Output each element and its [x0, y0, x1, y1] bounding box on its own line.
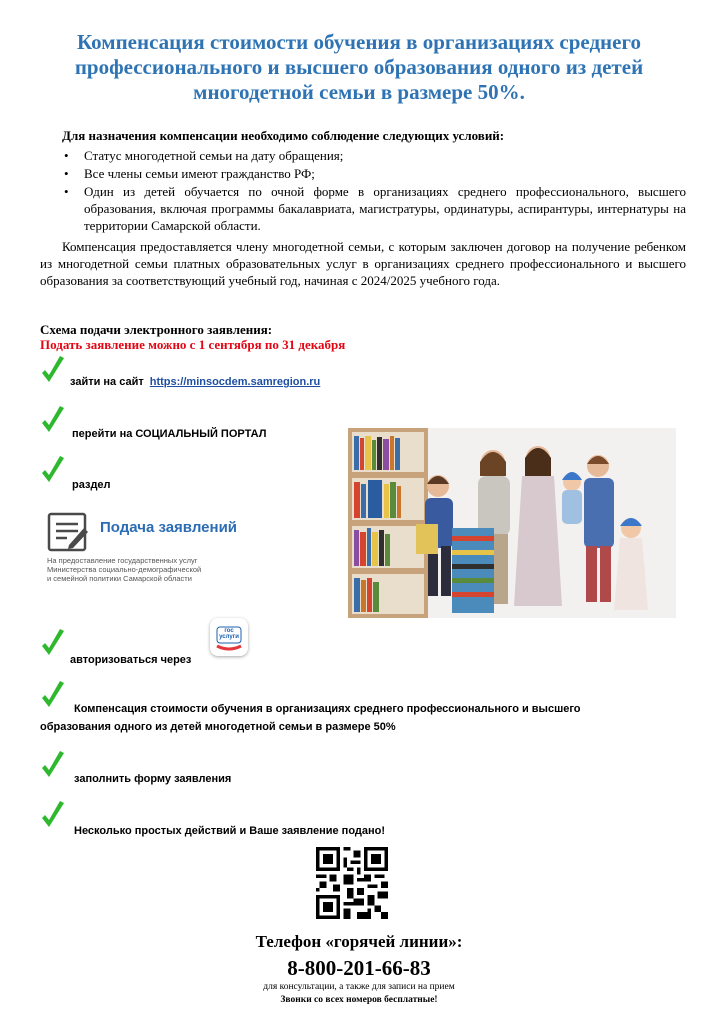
- check-icon: [40, 750, 66, 780]
- step-authorize: авторизоваться через: [70, 654, 192, 666]
- check-icon: [40, 680, 66, 710]
- check-icon: [40, 800, 66, 830]
- condition-item: [62, 165, 686, 182]
- step-service-line-2: образования одного из детей многодетной семьи в размере 50%: [40, 721, 396, 733]
- check-icon: [40, 405, 66, 435]
- step-visit-label: зайти на сайт: [70, 376, 144, 388]
- gosuslugi-logo-line: гос: [224, 628, 234, 634]
- step-section: раздел: [72, 479, 111, 491]
- step-fill-form: заполнить форму заявления: [74, 773, 232, 785]
- title-line-1: Компенсация стоимости обучения в организациях среднего: [77, 30, 641, 54]
- card-subtitle-line: На предоставление государственных услуг: [47, 556, 198, 565]
- check-icon: [40, 455, 66, 485]
- page-title: [40, 30, 678, 105]
- gosuslugi-logo-text: [210, 628, 248, 640]
- card-title: Подача заявлений: [100, 519, 238, 536]
- step-service-line-1: Компенсация стоимости обучения в организациях среднего профессионального и высшего: [74, 703, 581, 715]
- hotline-heading: Телефон «горячей линии»:: [255, 932, 463, 951]
- card-subtitle: [47, 556, 273, 583]
- condition-item: [62, 183, 686, 234]
- scheme-heading: Схема подачи электронного заявления:: [40, 322, 273, 337]
- free-calls-note: Звонки со всех номеров бесплатные!: [280, 995, 438, 1005]
- consultation-note: для консультации, а также для записи на прием: [263, 982, 455, 992]
- title-line-2: профессионального и высшего образования одного из детей: [74, 55, 644, 79]
- family-photo-illustration: [348, 428, 676, 618]
- conditions-heading: Для назначения компенсации необходимо соблюдение следующих условий:: [62, 128, 505, 143]
- card-subtitle-line: Министерства социально-демографической: [47, 565, 202, 574]
- condition-item: [62, 147, 686, 164]
- site-link[interactable]: https://minsocdem.samregion.ru: [149, 376, 321, 388]
- bullet-icon: •: [64, 184, 69, 199]
- title-line-3: многодетной семьи в размере 50%.: [193, 80, 525, 104]
- step-visit-site: [70, 376, 320, 388]
- compensation-paragraph: Компенсация предоставляется члену многодетной семьи, с которым заключен договор на получение ребенком из многодетной семьи платных образовательных услуг в организациях среднего профессионального и высшего образования за соответствующий учебный год, начиная с 2024/2025 учебного года.: [40, 239, 686, 288]
- condition-text: Статус многодетной семьи на дату обращения;: [84, 148, 344, 163]
- hotline-phone[interactable]: 8-800-201-66-83: [287, 956, 431, 980]
- check-icon: [40, 355, 66, 385]
- application-dates: Подать заявление можно с 1 сентября по 31 декабря: [40, 337, 346, 352]
- bullet-icon: •: [64, 166, 69, 181]
- condition-text: Все члены семьи имеют гражданство РФ;: [84, 166, 315, 181]
- card-subtitle-line: и семейной политики Самарской области: [47, 574, 192, 583]
- check-icon: [40, 628, 66, 658]
- gosuslugi-logo-icon[interactable]: [210, 618, 248, 656]
- condition-text: Один из детей обучается по очной форме в организациях среднего профессионального, высшего образования, включая программы бакалавриата, магистратуры, ординатуры, аспирантуры, интернатуры на территории Самарской области.: [84, 184, 686, 233]
- step-done: Несколько простых действий и Ваше заявление подано!: [74, 825, 386, 837]
- submit-applications-card[interactable]: [45, 510, 275, 592]
- family-photo: [348, 428, 676, 618]
- bullet-icon: •: [64, 148, 69, 163]
- conditions-list: [62, 147, 686, 235]
- document-pen-icon: [47, 512, 91, 552]
- step-portal: перейти на СОЦИАЛЬНЫЙ ПОРТАЛ: [72, 428, 267, 440]
- gosuslugi-logo-line: услуги: [219, 634, 239, 640]
- qr-code-icon[interactable]: [316, 847, 388, 919]
